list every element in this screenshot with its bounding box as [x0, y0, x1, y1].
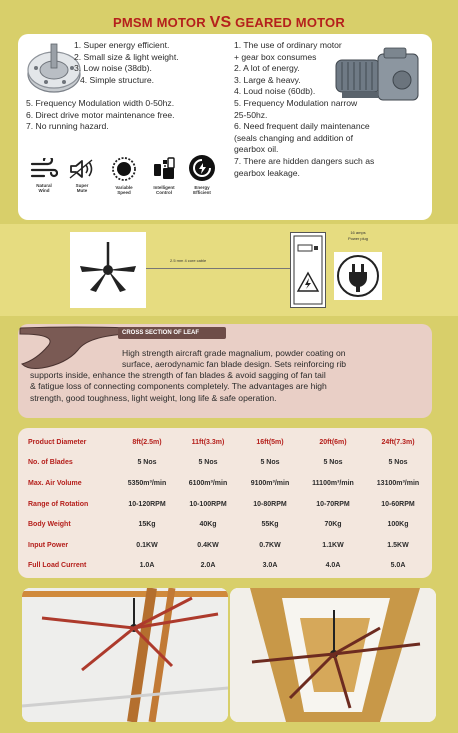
amps-text: 16 amps	[350, 230, 366, 235]
spec-cell: 55Kg	[261, 521, 279, 529]
geared-item: (seals changing and addition of	[234, 132, 353, 143]
installation-photo-left	[22, 588, 228, 722]
pmsm-advantages-top	[74, 40, 179, 86]
cross-section-text-bottom	[30, 370, 424, 404]
geared-item: 7. There are hidden dangers such as	[234, 155, 375, 166]
energy-icon	[188, 154, 216, 182]
geared-item: 6. Need frequent daily maintenance	[234, 121, 370, 132]
cross-section-label: CROSS SECTION OF LEAF	[118, 327, 226, 339]
spec-cell: 5.0A	[390, 562, 406, 570]
spec-cell: 1.1KW	[322, 541, 344, 549]
spec-cell: 5 Nos	[260, 459, 280, 467]
geared-item: gearbox leakage.	[234, 167, 300, 178]
feature-energy-efficient	[182, 154, 222, 195]
spec-cell: 16ft(5m)	[256, 438, 284, 446]
spec-cell: 0.1KW	[136, 541, 158, 549]
feature-natural-wind	[24, 158, 64, 193]
spec-row	[22, 473, 430, 494]
comparison-panel	[18, 34, 432, 220]
spec-row-label: No. of Blades	[28, 459, 73, 467]
ceiling-fan-photo-image	[230, 588, 436, 722]
title-vs: VS	[209, 14, 232, 31]
spec-row	[22, 535, 430, 556]
cs-line: strength, good toughness, light weight, long life & safe operation.	[30, 392, 277, 403]
ceiling-fan-icon	[70, 232, 146, 308]
cs-line: & fatigue loss of connecting components completely. The advantages are high	[30, 381, 327, 392]
feature-label: Speed	[117, 190, 131, 195]
speed-icon	[111, 156, 137, 182]
spec-row	[22, 432, 430, 453]
spec-cell: 13100m³/min	[376, 479, 420, 487]
plug-box	[334, 252, 382, 300]
feature-variable-speed	[104, 156, 144, 195]
spec-cell: 70Kg	[324, 521, 342, 529]
spec-cell: 40Kg	[199, 521, 217, 529]
feature-intelligent-control	[144, 156, 184, 195]
wind-icon	[30, 158, 58, 180]
feature-label: Energy	[194, 185, 210, 190]
spec-cell: 11ft(3.3m)	[191, 438, 225, 446]
pmsm-item: 5. Frequency Modulation width 0-50hz.	[26, 98, 175, 108]
spec-row-label: Product Diameter	[28, 438, 87, 446]
geared-item: + gear box consumes	[234, 51, 317, 62]
feature-label: Super	[75, 183, 89, 188]
spec-table	[22, 432, 430, 576]
spec-row-label: Body Weight	[28, 521, 71, 529]
control-box	[290, 232, 326, 308]
feature-label: Intelligent	[153, 185, 175, 190]
spec-cell: 10-120RPM	[128, 500, 166, 508]
cs-line: surface, aerodynamic fan blade design. Sets reinforcing rib	[122, 359, 347, 370]
spec-cell: 10-100RPM	[189, 500, 227, 508]
spec-row-label: Full Load Current	[28, 562, 87, 570]
spec-row-label: Max. Air Volume	[28, 479, 82, 487]
blade-cross-section-image	[18, 324, 130, 370]
warehouse-fan-image	[22, 588, 228, 722]
cable-label: 2.5 mm 4 core cable	[170, 258, 207, 263]
spec-row	[22, 453, 430, 474]
cross-section-text-top	[122, 348, 426, 371]
installation-photo-right	[230, 588, 436, 722]
spec-row-label: Range of Rotation	[28, 500, 89, 508]
feature-label: Mute	[76, 188, 88, 193]
spec-cell: 20ft(6m)	[319, 438, 347, 446]
power-plug-icon	[334, 252, 382, 300]
feature-label: Control	[156, 190, 172, 195]
pmsm-item: 6. Direct drive motor maintenance free.	[26, 109, 175, 120]
cs-line: High strength aircraft grade magnalium, powder coating on	[122, 348, 346, 358]
pmsm-item: 4. Simple structure.	[80, 74, 155, 85]
pmsm-item: 7. No running hazard.	[26, 121, 109, 132]
spec-cell: 8ft(2.5m)	[132, 438, 162, 446]
spec-cell: 15Kg	[138, 521, 156, 529]
feature-label: Wind	[38, 188, 50, 193]
feature-label: Natural	[36, 183, 52, 188]
spec-row	[22, 556, 430, 577]
geared-item: 4. Loud noise (60db).	[234, 86, 316, 97]
amps-label	[334, 230, 382, 242]
spec-cell: 5350m³/min	[127, 479, 167, 487]
spec-row	[22, 494, 430, 515]
geared-item: 1. The use of ordinary motor	[234, 40, 342, 50]
geared-motor-image	[328, 40, 428, 120]
mute-icon	[68, 158, 96, 180]
spec-cell: 5 Nos	[323, 459, 343, 467]
title-geared: GEARED MOTOR	[235, 15, 345, 30]
geared-item: 25-50hz.	[234, 109, 268, 120]
spec-cell: 5 Nos	[137, 459, 157, 467]
spec-cell: 5 Nos	[388, 459, 408, 467]
spec-cell: 1.5KW	[387, 541, 409, 549]
spec-cell: 10-70RPM	[316, 500, 350, 508]
spec-cell: 1.0A	[139, 562, 155, 570]
spec-cell: 9100m³/min	[250, 479, 290, 487]
plug-text: Power plug	[347, 236, 368, 241]
cross-section-panel	[18, 324, 432, 418]
pmsm-item: 1. Super energy efficient.	[74, 40, 170, 50]
spec-cell: 10-60RPM	[381, 500, 415, 508]
pmsm-item: 3. Low noise (38db).	[74, 63, 152, 74]
spec-cell: 11100m³/min	[312, 479, 354, 487]
pmsm-item: 2. Small size & light weight.	[74, 51, 179, 62]
wiring-diagram	[0, 224, 458, 316]
spec-panel	[18, 428, 432, 578]
title-pmsm: PMSM MOTOR	[113, 15, 206, 30]
geared-item: gearbox oil.	[234, 144, 279, 155]
spec-cell: 4.0A	[325, 562, 341, 570]
feature-label: Variable	[115, 185, 133, 190]
spec-cell: 0.7KW	[259, 541, 281, 549]
geared-item: 5. Frequency Modulation narrow	[234, 97, 358, 108]
spec-cell: 100Kg	[387, 521, 409, 529]
fan-symbol-box	[70, 232, 146, 308]
spec-cell: 2.0A	[200, 562, 216, 570]
control-panel-icon	[291, 233, 325, 307]
cs-line: supports inside, enhance the strength of fan blades & avoid sagging of fan tail	[30, 370, 326, 380]
spec-cell: 5 Nos	[198, 459, 218, 467]
spec-cell: 10-80RPM	[253, 500, 287, 508]
page-title	[0, 14, 458, 32]
geared-item: 2. A lot of energy.	[234, 63, 300, 74]
feature-icons	[24, 152, 224, 208]
spec-cell: 24ft(7.3m)	[381, 438, 415, 446]
spec-cell: 3.0A	[262, 562, 278, 570]
spec-cell: 0.4KW	[197, 541, 219, 549]
geared-item: 3. Large & heavy.	[234, 74, 301, 85]
feature-label: Efficient	[193, 190, 211, 195]
spec-row	[22, 514, 430, 535]
control-icon	[151, 156, 177, 182]
spec-row-label: Input Power	[28, 541, 69, 549]
spec-cell: 6100m³/min	[188, 479, 228, 487]
pmsm-advantages-bottom	[26, 98, 175, 133]
feature-super-mute	[62, 158, 102, 193]
cable-line	[146, 268, 290, 269]
